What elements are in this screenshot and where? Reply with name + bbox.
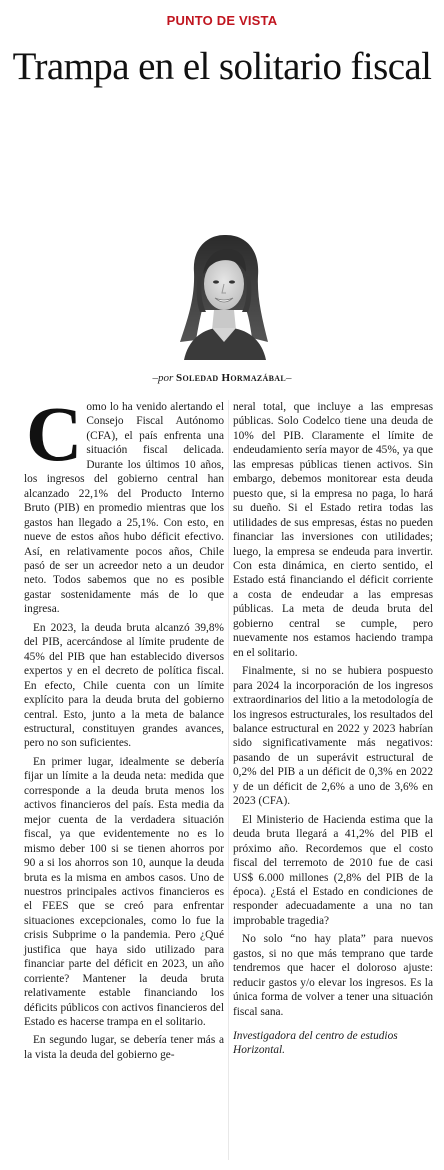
article-paragraph: Finalmente, si no se hubiera pospuesto para 2024 la incorporación de los ingresos extraordinarios del litio a la metodología de los ingresos estructurales, los resultados del balance estructural en 2022 y 2023 habrían sido significativamente más negativos: pasando de un superávit estructural de 0,2% del PIB a un déficit de 0,3% en 2022 y de un déficit de 2,6% a uno de 3,6% en 2023 (CFA). [233,665,433,808]
byline [0,372,444,384]
article-paragraph: Como lo ha venido alertando el Consejo Fiscal Autónomo (CFA), el país enfrenta una situación fiscal delicada. Durante los últimos 10 años, los ingresos del gobierno central han alcanzado 22,1% del Producto Interno Bruto (PIB) en promedio mientras que los gastos han llegado a 25,1%. Con esto, en nueve de estos años hubo déficit efectivo. Así, en relativamente pocos años, Chile pasó de ser un acreedor neto a un deudor neto. Todos sabemos que no es posible gastar sostenidamente más de lo que ingresa. [24,390,224,616]
byline-suffix: – [285,372,292,384]
article-paragraph: neral total, que incluye a las empresas públicas. Solo Codelco tiene una deuda de 10% del PIB. Claramente el límite de endeudamiento sería mayor de 45%, ya que las empresas públicas tienen activos. Sin embargo, debemos monitorear esta deuda puesto que, si la empresa no paga, lo hará su dueño. Si el Estado retira todas las utilidades de sus empresas, éstas no pueden financiar las inversiones con utilidades; luego, la empresa se endeuda para invertir. Con esta dinámica, en cierto sentido, el Estado está financiando el déficit corriente a costa de endeudar a las empresas públicas. La meta de deuda bruta del gobierno central se cumple, pero nuevamente nos estamos haciendo trampa en el solitario. [233,401,433,659]
article-paragraph: No solo “no hay plata” para nuevos gastos, si no que más temprano que tarde tendremos que hacer el doloroso ajuste: reducir gastos y/o elevar los ingresos. Es la única forma de volver a tener una situación fiscal sana. [233,933,433,1018]
drop-cap: C [26,390,83,477]
author-portrait [176,232,272,360]
article-column-right [233,400,433,1062]
article-paragraph: En 2023, la deuda bruta alcanzó 39,8% del PIB, acercándose al límite prudente de 45% del PIB que han establecido diversos expertos y en el decreto de política fiscal. En efecto, Chile cuenta con un límite explícito para la deuda bruta del gobierno central. Esto, junto a la meta de balance estructural, constituyen grandes avances, pero no son suficientes. [24,621,224,750]
byline-author: Soledad Hormazábal [176,372,286,384]
article-paragraph: En segundo lugar, se debería tener más a la vista la deuda del gobierno ge- [24,1034,224,1061]
article-column-left [24,390,224,1066]
byline-prefix: –por [152,372,174,384]
author-bio: Investigadora del centro de estudios Horizontal. [233,1030,398,1057]
headline: Trampa en el solitario fiscal [12,45,432,88]
section-tag: PUNTO DE VISTA [166,13,278,28]
article-paragraph: El Ministerio de Hacienda estima que la deuda bruta llegará a 41,2% del PIB el próximo año. Recordemos que el costo fiscal del terremoto de 2010 fue de casi US$ 6.000 millones (2,8% del PIB de la época). ¿Está el Estado en condiciones de responder adecuadamente a una no tan improbable tragedia? [233,813,433,927]
column-divider [228,400,229,1160]
article-paragraph: En primer lugar, idealmente se debería fijar un límite a la deuda neta: medida que corresponde a la deuda bruta menos los activos financieros del país. Esta media da mejor cuenta de la verdadera situación fiscal, ya que evidentemente no es lo mismo deber 100 si se tienen ahorros por 90 a si los ahorros son 10, aunque la deuda bruta es la misma en ambos casos. Uno de nuestros principales activos financieros es el FEES que se creó para enfrentar situaciones excepcionales, como lo fue la crisis Subprime o la pandemia. Pero ¿Qué justifica que haya sido utilizado para financiar parte del déficit en 2023, un año corriente? Mantener la deuda bruta relativamente estable financiando los déficits públicos con activos financieros del Estado es hacerse trampa en el solitario. [24,755,224,1029]
